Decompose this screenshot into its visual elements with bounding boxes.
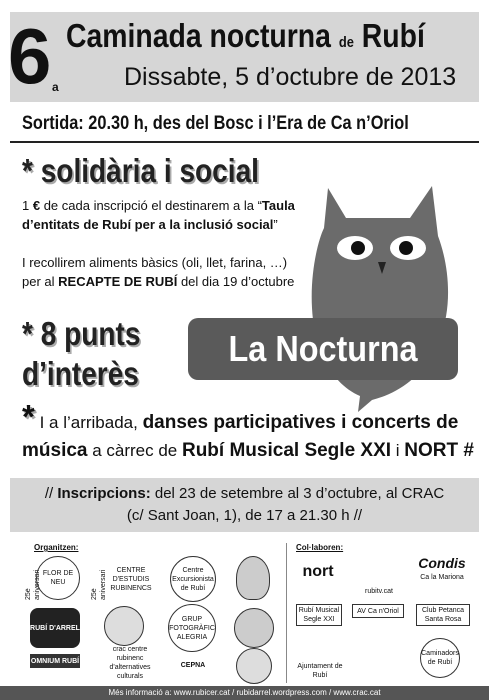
logo-omnium: OMNIUM RUBÍ (30, 654, 80, 668)
section-heading-solidarity: * solidària i social (22, 152, 259, 189)
anniversary-label-2: 25è aniversari (91, 569, 107, 600)
seal-icon (234, 608, 274, 648)
organizers-label: Organitzen: (34, 543, 79, 552)
logo-ajuntament: Ajuntament de Rubí (297, 663, 343, 679)
footer-links: Més informació a: www.rubicer.cat / rubidarrel.wordpress.com / www.crac.cat (0, 686, 489, 700)
logo-nort: nort (302, 563, 334, 580)
title-place: Rubí (361, 17, 425, 54)
shield-icon (236, 556, 270, 600)
logo-centre-excursionista: Centre Excursionista de Rubí (170, 556, 216, 602)
event-date: Dissabte, 5 d’octubre de 2013 (124, 63, 457, 91)
edition-suffix: a (52, 80, 59, 94)
arrival-line-1: * I a l’arribada, danses participatives i concerts de (22, 398, 459, 435)
logo-flor-de-neu: FLOR DE NEU (36, 556, 80, 600)
anniversary-label: 25è aniversari (25, 569, 41, 600)
collaborators-label: Col·laboren: (296, 543, 344, 552)
page-title (66, 16, 425, 63)
logo-ca-la-mariona: Ca la Mariona (420, 573, 464, 581)
logo-centre-estudis-rubinencs: CENTRE D'ESTUDIS RUBINENCS (110, 566, 152, 592)
paragraph-donation: 1 € de cada inscripció el destinarem a la “Taula d’entitats de Rubí per a la inclusió social” (22, 198, 295, 232)
logo-club-petanca: Club Petanca Santa Rosa (416, 604, 470, 626)
title-de: de (338, 34, 354, 51)
logo-rubi-darrel: RUBÍ D'ARREL (30, 608, 80, 648)
logo-grup-fotografic: GRUP FOTOGRÀFIC ALEGRIA (168, 604, 216, 652)
logo-av-ca-noriol: AV Ca n'Oriol (352, 604, 404, 618)
arrival-line-2: música a càrrec de Rubí Musical Segle XXI i NORT # (22, 440, 474, 461)
crest-icon (104, 606, 144, 646)
logo-caminadors: Caminadors de Rubí (420, 638, 460, 678)
la-nocturna-banner: La Nocturna (188, 318, 458, 380)
inscriptions-box: // Inscripcions: del 23 de setembre al 3 d’octubre, al CRAC (c/ Sant Joan, 1), de 17 a 21.30 h // (10, 478, 479, 532)
logo-cepna: CEPNA (180, 661, 206, 669)
section-heading-points: * 8 punts d’interès (22, 315, 141, 392)
departure-info: Sortida: 20.30 h, des del Bosc i l’Era de Ca n’Oriol (22, 113, 409, 134)
divider (10, 141, 479, 143)
emblem-icon (236, 648, 272, 684)
divider-vertical (286, 543, 287, 683)
logo-condis: Condis (418, 555, 466, 571)
logo-crac: crac centre rubinenc d'alternatives culturals (109, 646, 151, 680)
paragraph-food-collection: I recollirem aliments bàsics (oli, llet, farina, …) per al RECAPTE DE RUBÍ del dia 19 d’octubre (22, 255, 295, 289)
edition-number: 6 (8, 12, 50, 100)
logo-rubi-musical: Rubí Musical Segle XXI (296, 604, 342, 626)
logo-rubitv: rubitv.cat (365, 588, 393, 595)
title-main: Caminada nocturna (66, 17, 331, 54)
